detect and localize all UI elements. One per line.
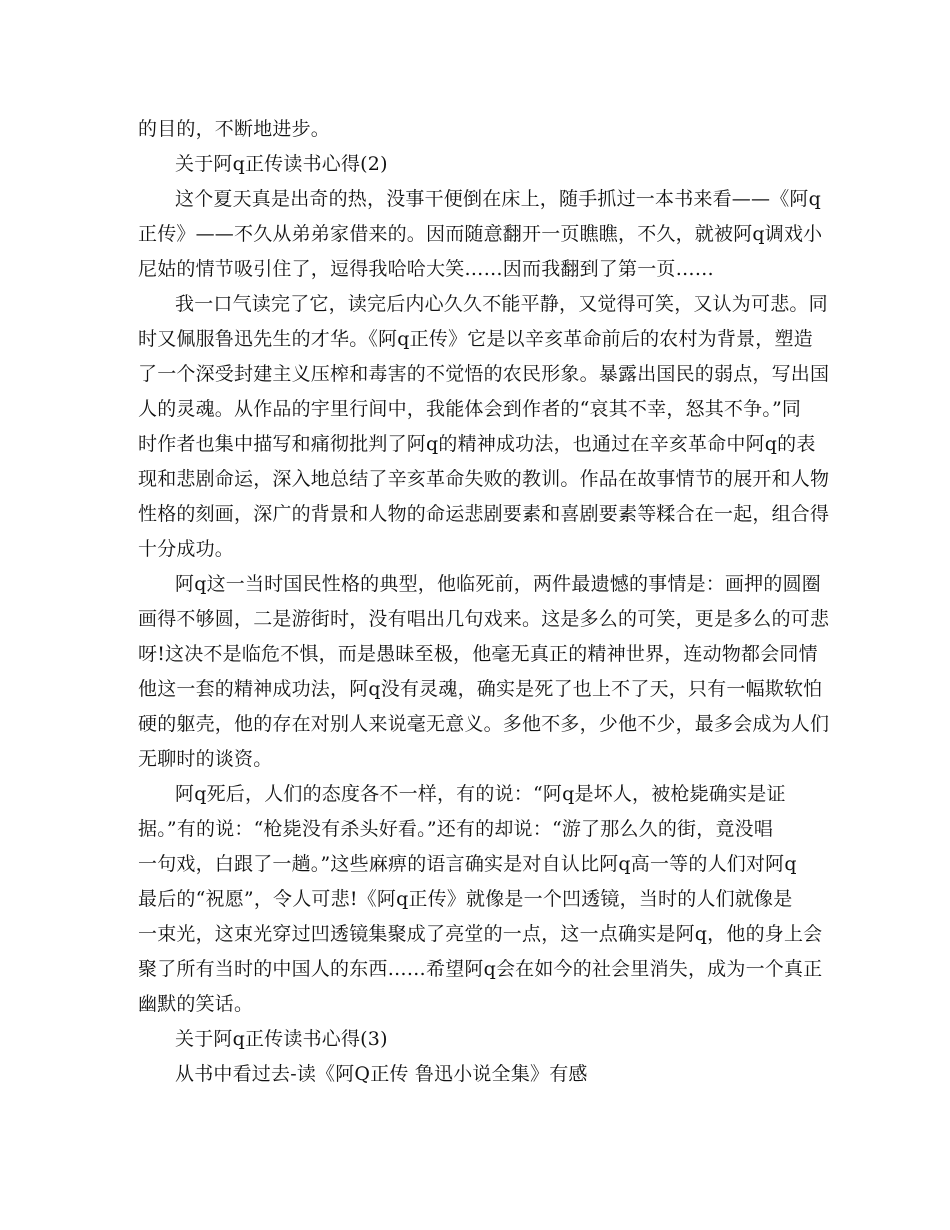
paragraph-line: 阿q这一当时国民性格的典型，他临死前，两件最遗憾的事情是：画押的圆圈: [175, 573, 821, 595]
paragraph-line: 性格的刻画，深广的背景和人物的命运悲剧要素和喜剧要素等糅合在一起，组合得: [138, 503, 830, 525]
paragraph-line: 时又佩服鲁迅先生的才华。《阿q正传》它是以辛亥革命前后的农村为背景，塑造: [138, 328, 813, 350]
section-heading: 关于阿q正传读书心得(2): [175, 153, 388, 175]
paragraph-line: 他这一套的精神成功法，阿q没有灵魂，确实是死了也上不了天，只有一幅欺软怕: [138, 678, 823, 700]
paragraph-line: 阿q死后，人们的态度各不一样，有的说：“阿q是坏人，被枪毙确实是证: [175, 783, 786, 805]
section-heading: 关于阿q正传读书心得(3): [175, 1028, 388, 1050]
document-body: [138, 112, 830, 1092]
paragraph-line: 一句戏，白跟了一趟。”这些麻痹的语言确实是对自认比阿q高一等的人们对阿q: [138, 853, 797, 875]
paragraph-line: 现和悲剧命运，深入地总结了辛亥革命失败的教训。作品在故事情节的展开和人物: [138, 468, 830, 490]
paragraph-line: 一束光，这束光穿过凹透镜集聚成了亮堂的一点，这一点确实是阿q，他的身上会: [138, 923, 823, 945]
paragraph-line: 幽默的笑话。: [138, 993, 254, 1015]
paragraph-line: 正传》——不久从弟弟家借来的。因而随意翻开一页瞧瞧，不久，就被阿q调戏小: [138, 223, 823, 245]
paragraph-line: 据。”有的说：“枪毙没有杀头好看。”还有的却说：“游了那么久的街，竟没唱: [138, 818, 774, 840]
paragraph-line: 最后的“祝愿”，令人可悲!《阿q正传》就像是一个凹透镜，当时的人们就像是: [138, 888, 793, 910]
paragraph-line: 呀!这决不是临危不惧，而是愚昧至极，他毫无真正的精神世界，连动物都会同情: [138, 643, 818, 665]
paragraph-line: 人的灵魂。从作品的宇里行间中，我能体会到作者的“哀其不幸，怒其不争。”同: [138, 398, 802, 420]
paragraph-line: 尼姑的情节吸引住了，逗得我哈哈大笑……因而我翻到了第一页……: [138, 258, 715, 280]
paragraph-line: 的目的，不断地进步。: [138, 118, 331, 140]
paragraph-line: 硬的躯壳，他的存在对别人来说毫无意义。多他不多，少他不少，最多会成为人们: [138, 713, 830, 735]
paragraph-line: 十分成功。: [138, 538, 235, 560]
paragraph-line: 这个夏天真是出奇的热，没事干便倒在床上，随手抓过一本书来看——《阿q: [175, 188, 821, 210]
paragraph-line: 无聊时的谈资。: [138, 748, 273, 770]
subtitle-line: 从书中看过去-读《阿Q正传 鲁迅小说全集》有感: [175, 1063, 588, 1085]
paragraph-line: 画得不够圆，二是游街时，没有唱出几句戏来。这是多么的可笑，更是多么的可悲: [138, 608, 830, 630]
paragraph-line: 了一个深受封建主义压榨和毒害的不觉悟的农民形象。暴露出国民的弱点，写出国: [138, 363, 830, 385]
paragraph-line: 聚了所有当时的中国人的东西……希望阿q会在如今的社会里消失，成为一个真正: [138, 958, 823, 980]
paragraph-line: 时作者也集中描写和痛彻批判了阿q的精神成功法，也通过在辛亥革命中阿q的表: [138, 433, 816, 455]
paragraph-line: 我一口气读完了它，读完后内心久久不能平静，又觉得可笑，又认为可悲。同: [175, 293, 828, 315]
